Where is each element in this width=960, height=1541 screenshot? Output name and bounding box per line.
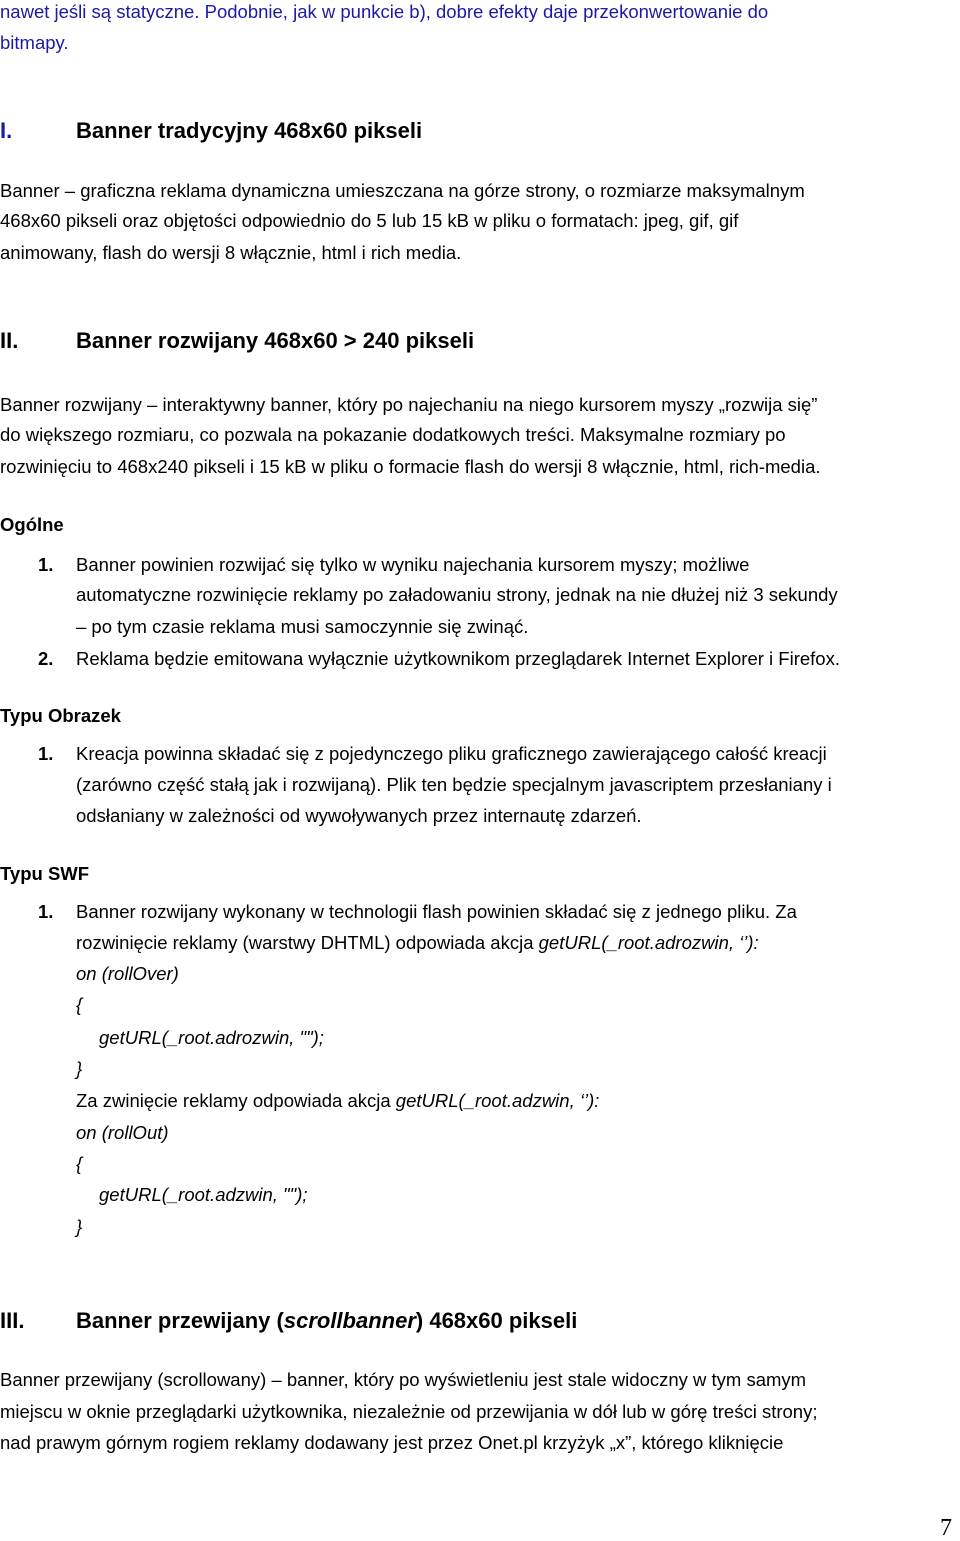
code-block-1-line-3: getURL(_root.adrozwin, ""); xyxy=(99,1027,324,1048)
image-type-item-1-line-1: Kreacja powinna składać się z pojedynczego pliku graficznego zawierającego całość kreacji xyxy=(76,743,827,764)
general-item-1-line-3: – po tym czasie reklama musi samoczynnie się zwinąć. xyxy=(76,616,529,637)
section-1-paragraph-line-1: Banner – graficzna reklama dynamiczna umieszczana na górze strony, o rozmiarze maksymalnym xyxy=(0,180,805,201)
section-3-number: III. xyxy=(0,1308,25,1333)
image-type-item-1-line-3: odsłaniany w zależności od wywoływanych przez internautę zdarzeń. xyxy=(76,805,642,826)
section-1-paragraph-line-3: animowany, flash do wersji 8 włącznie, html i rich media. xyxy=(0,242,462,263)
image-type-heading: Typu Obrazek xyxy=(0,705,121,726)
code-block-2-line-2: { xyxy=(76,1153,83,1174)
section-2-paragraph-line-3: rozwinięciu to 468x240 pikseli i 15 kB w pliku o formacie flash do wersji 8 włącznie, html, rich-media. xyxy=(0,456,821,477)
section-2-paragraph-line-2: do większego rozmiaru, co pozwala na pokazanie dodatkowych treści. Maksymalne rozmiary po xyxy=(0,424,786,445)
intro-line-2: bitmapy. xyxy=(0,32,69,53)
section-2-number: II. xyxy=(0,328,19,353)
general-item-1-line-1: Banner powinien rozwijać się tylko w wyniku najechania kursorem myszy; możliwe xyxy=(76,554,750,575)
code-block-2-line-1: on (rollOut) xyxy=(76,1122,169,1143)
swf-type-item-1-line-2 xyxy=(76,934,759,953)
section-3-paragraph-line-3: nad prawym górnym rogiem reklamy dodawany jest przez Onet.pl krzyżyk „x”, którego kliknięcie xyxy=(0,1432,784,1453)
swf-type-item-1-line-1: Banner rozwijany wykonany w technologii flash powinien składać się z jednego pliku. Za xyxy=(76,901,797,922)
section-1-paragraph-line-2: 468x60 pikseli oraz objętości odpowiednio do 5 lub 15 kB w pliku o formatach: jpeg, gif, gif xyxy=(0,210,739,231)
rollout-action-line xyxy=(76,1092,599,1111)
general-item-2-line-1: Reklama będzie emitowana wyłącznie użytkownikom przeglądarek Internet Explorer i Firefox. xyxy=(76,648,840,669)
section-1-title: Banner tradycyjny 468x60 pikseli xyxy=(76,118,423,143)
intro-line-1: nawet jeśli są statyczne. Podobnie, jak w punkcie b), dobre efekty daje przekonwertowanie do xyxy=(0,1,769,22)
general-item-2-number: 2. xyxy=(38,648,54,669)
section-2-title: Banner rozwijany 468x60 > 240 pikseli xyxy=(76,328,475,353)
section-3-title-part-1: Banner przewijany ( xyxy=(76,1308,284,1333)
code-block-2-line-4: } xyxy=(76,1216,83,1237)
section-3-title-part-3: ) 468x60 pikseli xyxy=(415,1308,578,1333)
section-2-paragraph-line-1: Banner rozwijany – interaktywny banner, który po najechaniu na niego kursorem myszy „rozwija się” xyxy=(0,394,818,415)
swf-type-heading: Typu SWF xyxy=(0,863,90,884)
general-heading: Ogólne xyxy=(0,514,64,535)
code-block-2-line-3: getURL(_root.adzwin, ""); xyxy=(99,1184,308,1205)
code-block-1-line-4: } xyxy=(76,1058,83,1079)
swf-type-item-1-number: 1. xyxy=(38,901,54,922)
section-3-title-part-2: scrollbanner xyxy=(283,1308,416,1333)
section-3-paragraph-line-1: Banner przewijany (scrollowany) – banner, który po wyświetleniu jest stale widoczny w tym samym xyxy=(0,1369,807,1390)
section-3-paragraph-line-2: miejscu w oknie przeglądarki użytkownika, niezależnie od przewijania w dół lub w górę treści strony; xyxy=(0,1401,818,1422)
image-type-item-1-number: 1. xyxy=(38,743,54,764)
rollover-action-description: rozwinięcie reklamy (warstwy DHTML) odpowiada akcja xyxy=(76,932,539,953)
code-block-1-line-1: on (rollOver) xyxy=(76,963,179,984)
general-item-1-number: 1. xyxy=(38,554,54,575)
code-block-1-line-2: { xyxy=(76,994,83,1015)
general-item-1-line-2: automatyczne rozwinięcie reklamy po załadowaniu strony, jednak na nie dłużej niż 3 sekundy xyxy=(76,584,838,605)
rollout-action-code: getURL(_root.adzwin, ‘’): xyxy=(395,1090,600,1111)
rollover-action-code: getURL(_root.adrozwin, ‘’): xyxy=(538,932,759,953)
page-number: 7 xyxy=(940,1515,952,1541)
section-1-number: I. xyxy=(0,118,13,143)
image-type-item-1-line-2: (zarówno część stałą jak i rozwijaną). Plik ten będzie specjalnym javascriptem przesłaniany i xyxy=(76,774,832,795)
rollout-action-description: Za zwinięcie reklamy odpowiada akcja xyxy=(76,1090,396,1111)
section-3-title xyxy=(76,1310,577,1332)
